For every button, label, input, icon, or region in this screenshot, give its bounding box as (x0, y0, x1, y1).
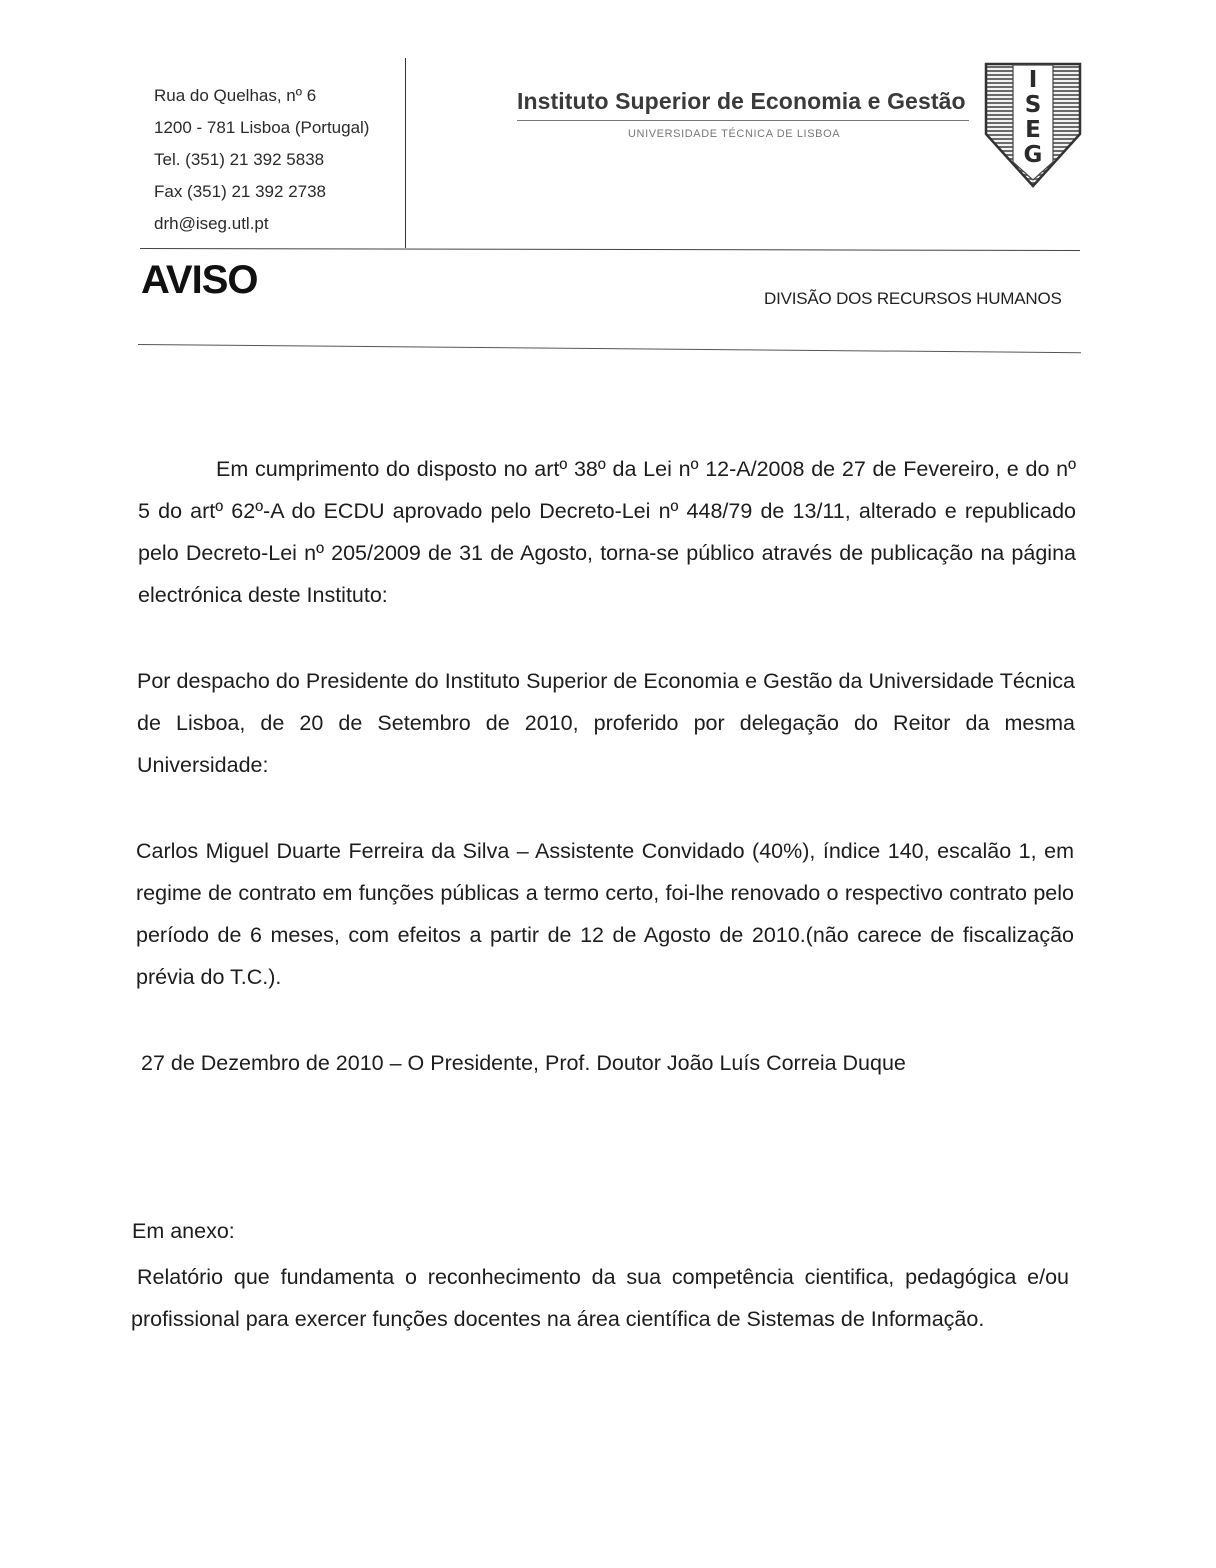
institution-subtitle: UNIVERSIDADE TÉCNICA DE LISBOA (628, 128, 841, 140)
header-vertical-divider (405, 58, 406, 248)
paragraph-date-signature: 27 de Dezembro de 2010 – O Presidente, Prof. Doutor João Luís Correia Duque (141, 1051, 906, 1075)
address-email: drh@iseg.utl.pt (154, 214, 269, 233)
address-block (154, 80, 369, 240)
address-fax: Fax (351) 21 392 2738 (154, 182, 327, 201)
division-label: DIVISÃO DOS RECURSOS HUMANOS (764, 289, 1062, 308)
iseg-shield-logo (983, 62, 1083, 188)
logo-letter-g: G (1023, 142, 1043, 168)
address-street: Rua do Quelhas, nº 6 (154, 86, 317, 105)
paragraph-legal-basis: Em cumprimento do disposto no artº 38º da Lei nº 12-A/2008 de 27 de Fevereiro, e do nº 5 do artº 62º-A do ECDU aprovado pelo Decreto-Lei nº 448/79 de 13/11, alterado e republicado pelo Decreto-Lei nº 205/2009 de 31 de Agosto, torna-se público através de publicação na página electrónica deste Instituto: (138, 457, 1076, 607)
logo-letter-s: S (1024, 92, 1042, 118)
annex-heading: Em anexo: (132, 1219, 235, 1243)
logo-letter-e: E (1025, 117, 1041, 143)
page-title: AVISO (141, 258, 258, 302)
address-city: 1200 - 781 Lisboa (Portugal) (154, 118, 370, 137)
header-rule (140, 248, 1080, 251)
paragraph-contract-renewal: Carlos Miguel Duarte Ferreira da Silva – Assistente Convidado (40%), índice 140, escalão 1, em regime de contrato em funções públicas a termo certo, foi-lhe renovado o respectivo contrato pelo período de 6 meses, com efeitos a partir de 12 de Agosto de 2010.(não carece de fiscalização prévia do T.C.). (136, 839, 1074, 989)
logo-letter-i: I (1028, 67, 1038, 93)
address-phone: Tel. (351) 21 392 5838 (154, 150, 325, 169)
institution-name: Instituto Superior de Economia e Gestão (517, 88, 966, 114)
paragraph-dispatch: Por despacho do Presidente do Instituto Superior de Economia e Gestão da Universidade Técnica de Lisboa, de 20 de Setembro de 2010, proferido por delegação do Reitor da mesma Universidade: (137, 669, 1075, 777)
institution-underline (517, 120, 969, 121)
annex-description: Relatório que fundamenta o reconhecimento da sua competência cientifica, pedagógica e/ou profissional para exercer funções docentes na área científica de Sistemas de Informação. (131, 1265, 1069, 1331)
title-rule (138, 344, 1081, 353)
